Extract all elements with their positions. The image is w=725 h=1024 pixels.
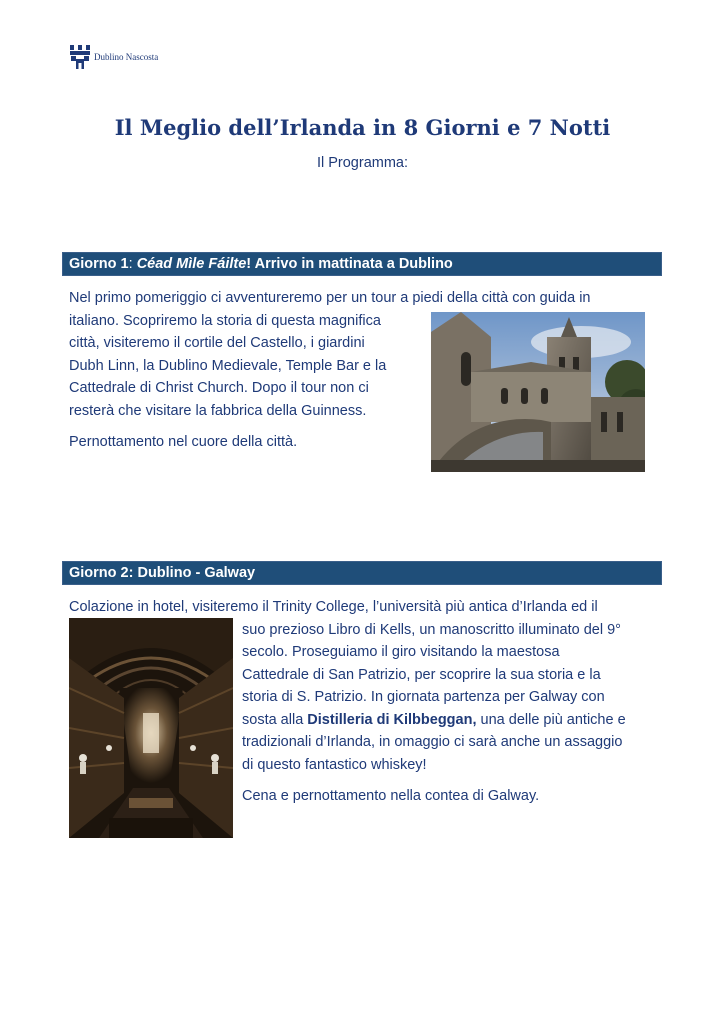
- day2-line6-before: sosta alla: [242, 711, 308, 728]
- day1-line: italiano. Scopriremo la storia di questa magnifica: [69, 312, 381, 329]
- day2-line: secolo. Proseguiamo il giro visitando la maestosa: [242, 644, 560, 660]
- day2-first-line: [69, 596, 669, 619]
- day1-line: Dubh Linn, la Dublino Medievale, Temple Bar e la: [69, 357, 387, 374]
- day1-line: Nel primo pomeriggio ci avventureremo per un tour a piedi della città con guida in: [69, 290, 591, 306]
- day2-line: suo prezioso Libro di Kells, un manoscritto illuminato del 9°: [242, 621, 621, 638]
- page-subtitle: Il Programma:: [316, 155, 409, 171]
- day1-heading-prefix: Giorno 1: [69, 256, 129, 272]
- day2-line: Colazione in hotel, visiteremo il Trinity College, l’università più antica d’Irlanda ed il: [69, 599, 598, 615]
- day1-heading-rest: ! Arrivo in mattinata a Dublino: [246, 256, 453, 272]
- day2-body: [242, 619, 662, 808]
- page-title: Il Meglio dell’Irlanda in 8 Giorni e 7 Notti: [114, 115, 611, 140]
- day2-note: Cena e pernottamento nella contea di Galway.: [242, 788, 540, 804]
- day1-line: Cattedrale di Christ Church. Dopo il tour non ci: [69, 380, 369, 396]
- day2-heading: Giorno 2: Dublino - Galway: [69, 565, 256, 581]
- logo-text: Dublino Nascosta: [94, 52, 159, 62]
- christ-church-photo: [431, 312, 645, 472]
- day2-line6-after: una delle più antiche e: [476, 711, 626, 728]
- day2-heading-bar: [62, 561, 662, 585]
- day2-line: storia di S. Patrizio. In giornata partenza per Galway con: [242, 689, 605, 705]
- logo: [69, 42, 158, 70]
- day2-line: Cattedrale di San Patrizio, per scoprire la sua storia e la: [242, 666, 601, 683]
- day1-line: città, visiteremo il cortile del Castello, i giardini: [69, 335, 365, 351]
- day1-heading-bar: [62, 252, 662, 276]
- day2-line: di questo fantastico whiskey!: [242, 756, 427, 773]
- day2-line: tradizionali d’Irlanda, in omaggio ci sarà anche un assaggio: [242, 734, 623, 750]
- castle-logo-icon: [69, 42, 91, 70]
- trinity-library-photo: [69, 618, 233, 838]
- day2-line-distillery: [242, 709, 662, 732]
- distillery-name: Distilleria di Kilbbeggan,: [307, 711, 477, 728]
- day1-line: resterà che visitare la fabbrica della Guinness.: [69, 402, 367, 419]
- day1-heading-colon: :: [128, 256, 137, 272]
- day1-heading-italic: Céad Mìle Fáilte: [136, 256, 247, 272]
- day1-note: Pernottamento nel cuore della città.: [69, 434, 298, 450]
